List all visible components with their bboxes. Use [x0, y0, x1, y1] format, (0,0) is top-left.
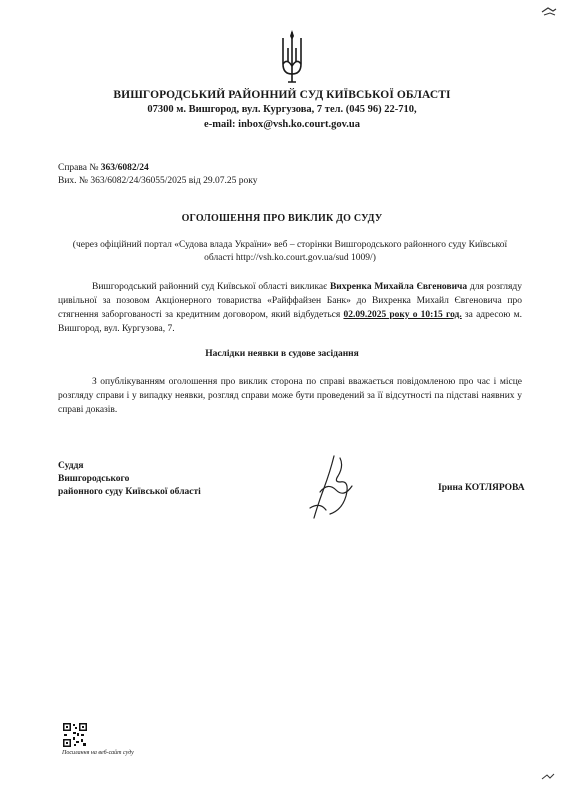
judge-line-1: Суддя [58, 461, 84, 471]
summons-address: за адресою м. Вишгород, вул. Кургузова, 7. [58, 310, 522, 334]
summons-intro: Вишгородський районний суд Київської області викликає [92, 282, 330, 292]
judge-line-2: Вишгородського [58, 474, 130, 484]
corner-mark-icon [541, 6, 557, 18]
corner-mark-icon [541, 772, 555, 782]
court-name: ВИШГОРОДСЬКИЙ РАЙОННИЙ СУД КИЇВСЬКОЇ ОБЛАСТІ [113, 89, 451, 101]
case-number-prefix: Справа № [58, 163, 101, 173]
consequences-paragraph: З опублікуванням оголошення про виклик сторона по справі вважається повідомленою про час і місце розгляду справи і у випадку неявки, розгляд справи може бути проведений за її відсутності па підставі наявних у справі доказів. [58, 377, 522, 415]
judge-title-block [58, 460, 201, 499]
consequences-title: Наслідки неявки в судове засідання [205, 349, 359, 359]
summons-details: для розгляду цивільної за позовом Акціонерного товариства «Райффайзен Банк» до Вихренка Михайл Євгеновича про стягнення заборгованості за кредитним договором, який відбудеться [58, 282, 522, 320]
summoned-person: Вихренка Михайла Євгеновича [329, 282, 468, 292]
document-title: ОГОЛОШЕННЯ ПРО ВИКЛИК ДО СУДУ [181, 213, 383, 224]
court-email: e-mail: inbox@vsh.ko.court.gov.ua [204, 119, 360, 130]
qr-caption: Посилання на веб-сайт суду [62, 750, 134, 756]
case-number-line [58, 163, 149, 173]
summons-paragraph [58, 280, 522, 336]
trident-emblem-icon [279, 28, 305, 86]
court-address: 07300 м. Вишгород, вул. Кургузова, 7 тел. (045 96) 22-710, [147, 104, 417, 115]
handwritten-signature [300, 452, 362, 524]
case-number: 363/6082/24 [100, 163, 149, 173]
portal-note: (через офіційний портал «Судова влада України» веб – сторінки Вишгородського районного суду Київської області http://vsh.ko.court.gov.ua/sud 1009/) [72, 240, 508, 263]
judge-name: Ірина КОТЛЯРОВА [438, 483, 525, 493]
judge-line-3: районного суду Київської області [58, 487, 201, 497]
hearing-datetime: 02.09.2025 року о 10:15 год. [343, 310, 462, 320]
qr-code-icon[interactable] [62, 722, 88, 748]
outgoing-number: Вих. № 363/6082/24/36055/2025 від 29.07.25 року [58, 176, 258, 186]
